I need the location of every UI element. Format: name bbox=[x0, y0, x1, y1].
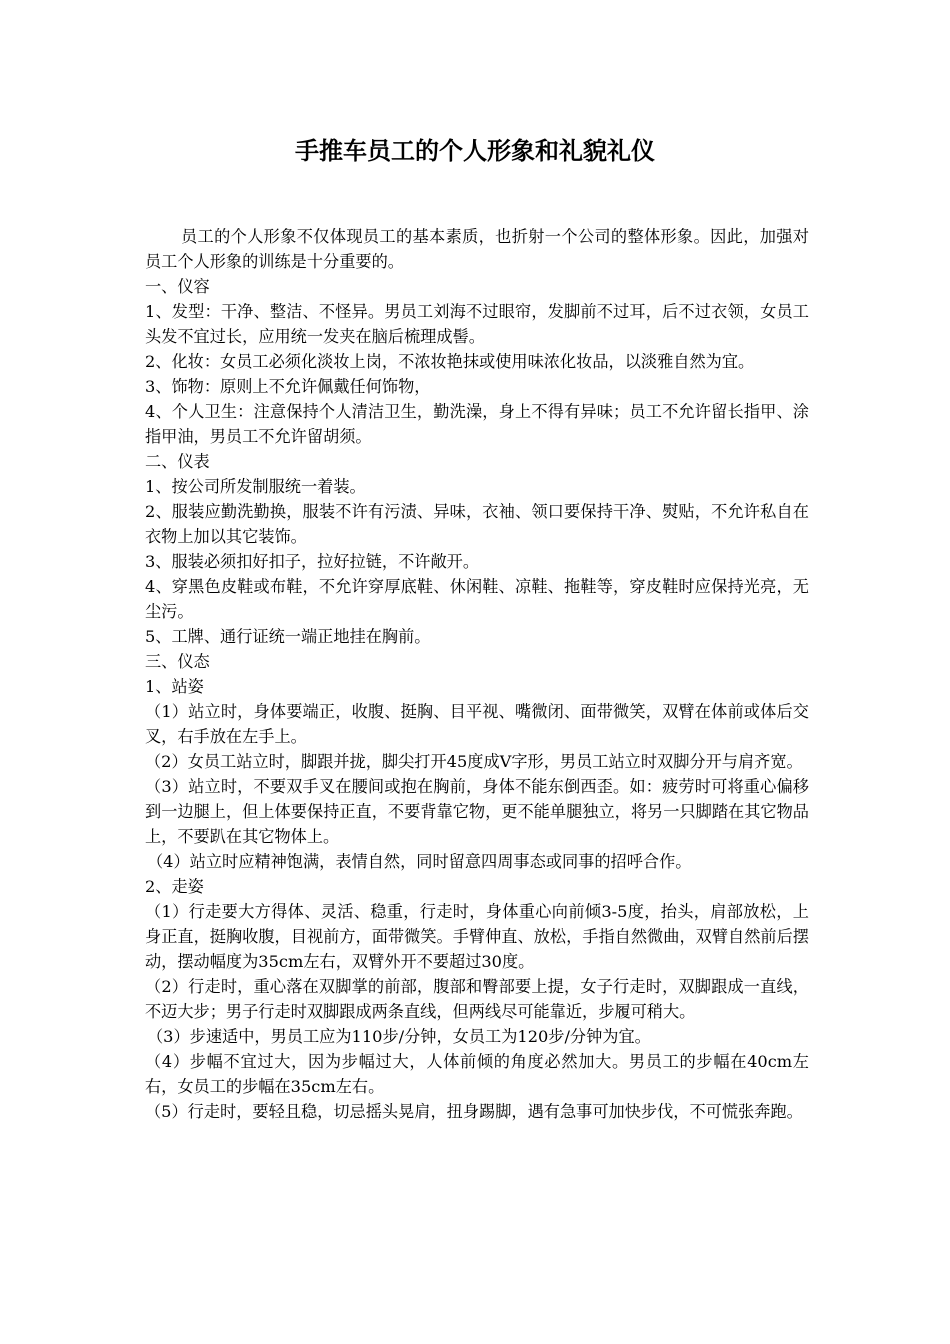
paragraph-hairstyle: 1、发型：干净、整洁、不怪异。男员工刘海不过眼帘，发脚前不过耳，后不过衣领，女员工头发不宜过长，应用统一发夹在脑后梳理成髻。 bbox=[145, 302, 809, 346]
subheading-walking: 2、走姿 bbox=[145, 877, 204, 896]
paragraph-makeup: 2、化妆：女员工必须化淡妆上岗，不浓妆艳抹或使用味浓化妆品，以淡雅自然为宜。 bbox=[145, 352, 755, 371]
paragraph-standing-3: （3）站立时，不要双手叉在腰间或抱在胸前，身体不能东倒西歪。如：疲劳时可将重心偏移到一边腿上，但上体要保持正直，不要背靠它物，更不能单腿独立，将另一只脚踏在其它物品上，不要趴在其它物体上。 bbox=[145, 777, 809, 846]
paragraph-walking-3: （3）步速适中，男员工应为110步/分钟，女员工为120步/分钟为宜。 bbox=[147, 1027, 651, 1046]
paragraph-uniform: 1、按公司所发制服统一着装。 bbox=[145, 477, 366, 496]
paragraph-standing-4: （4）站立时应精神饱满，表情自然，同时留意四周事态或同事的招呼合作。 bbox=[147, 852, 692, 871]
subheading-standing: 1、站姿 bbox=[145, 677, 204, 696]
paragraph-hygiene: 4、个人卫生：注意保持个人清洁卫生，勤洗澡，身上不得有异味；员工不允许留长指甲、涂指甲油，男员工不允许留胡须。 bbox=[145, 402, 809, 446]
paragraph-badge: 5、工牌、通行证统一端正地挂在胸前。 bbox=[145, 627, 431, 646]
paragraph-walking-5: （5）行走时，要轻且稳，切忌摇头晃肩，扭身踢脚，遇有急事可加快步伐，不可慌张奔跑。 bbox=[145, 1102, 803, 1121]
paragraph-buttons: 3、服装必须扣好扣子，拉好拉链，不许敞开。 bbox=[145, 552, 480, 571]
paragraph-walking-4: （4）步幅不宜过大，因为步幅过大，人体前倾的角度必然加大。男员工的步幅在40cm左右，女员工的步幅在35cm左右。 bbox=[145, 1052, 809, 1096]
paragraph-walking-1: （1）行走要大方得体、灵活、稳重，行走时，身体重心向前倾3-5度，抬头，肩部放松，上身正直，挺胸收腹，目视前方，面带微笑。手臂伸直、放松，手指自然微曲，双臂自然前后摆动，摆动幅度为35cm左右，双臂外开不要超过30度。 bbox=[145, 902, 809, 971]
document-body bbox=[145, 224, 809, 1124]
intro-paragraph: 员工的个人形象不仅体现员工的基本素质，也折射一个公司的整体形象。因此，加强对员工个人形象的训练是十分重要的。 bbox=[145, 227, 809, 271]
section-heading-attire: 二、仪表 bbox=[145, 452, 210, 471]
section-heading-appearance: 一、仪容 bbox=[145, 277, 210, 296]
paragraph-walking-2: （2）行走时，重心落在双脚掌的前部，腹部和臀部要上提，女子行走时，双脚跟成一直线，不迈大步；男子行走时双脚跟成两条直线，但两线尽可能靠近，步履可稍大。 bbox=[145, 977, 809, 1021]
document-title: 手推车员工的个人形象和礼貌礼仪 bbox=[295, 137, 655, 165]
paragraph-accessories: 3、饰物：原则上不允许佩戴任何饰物， bbox=[145, 377, 431, 396]
paragraph-clothes-care: 2、服装应勤洗勤换，服装不许有污渍、异味，衣袖、领口要保持干净、熨贴，不允许私自在衣物上加以其它装饰。 bbox=[145, 502, 809, 546]
paragraph-standing-2: （2）女员工站立时，脚跟并拢，脚尖打开45度成V字形，男员工站立时双脚分开与肩齐宽。 bbox=[145, 752, 803, 771]
section-heading-posture: 三、仪态 bbox=[145, 652, 210, 671]
paragraph-shoes: 4、穿黑色皮鞋或布鞋，不允许穿厚底鞋、休闲鞋、凉鞋、拖鞋等，穿皮鞋时应保持光亮，无尘污。 bbox=[145, 577, 809, 621]
paragraph-standing-1: （1）站立时，身体要端正，收腹、挺胸、目平视、嘴微闭、面带微笑，双臂在体前或体后交叉，右手放在左手上。 bbox=[145, 702, 809, 746]
